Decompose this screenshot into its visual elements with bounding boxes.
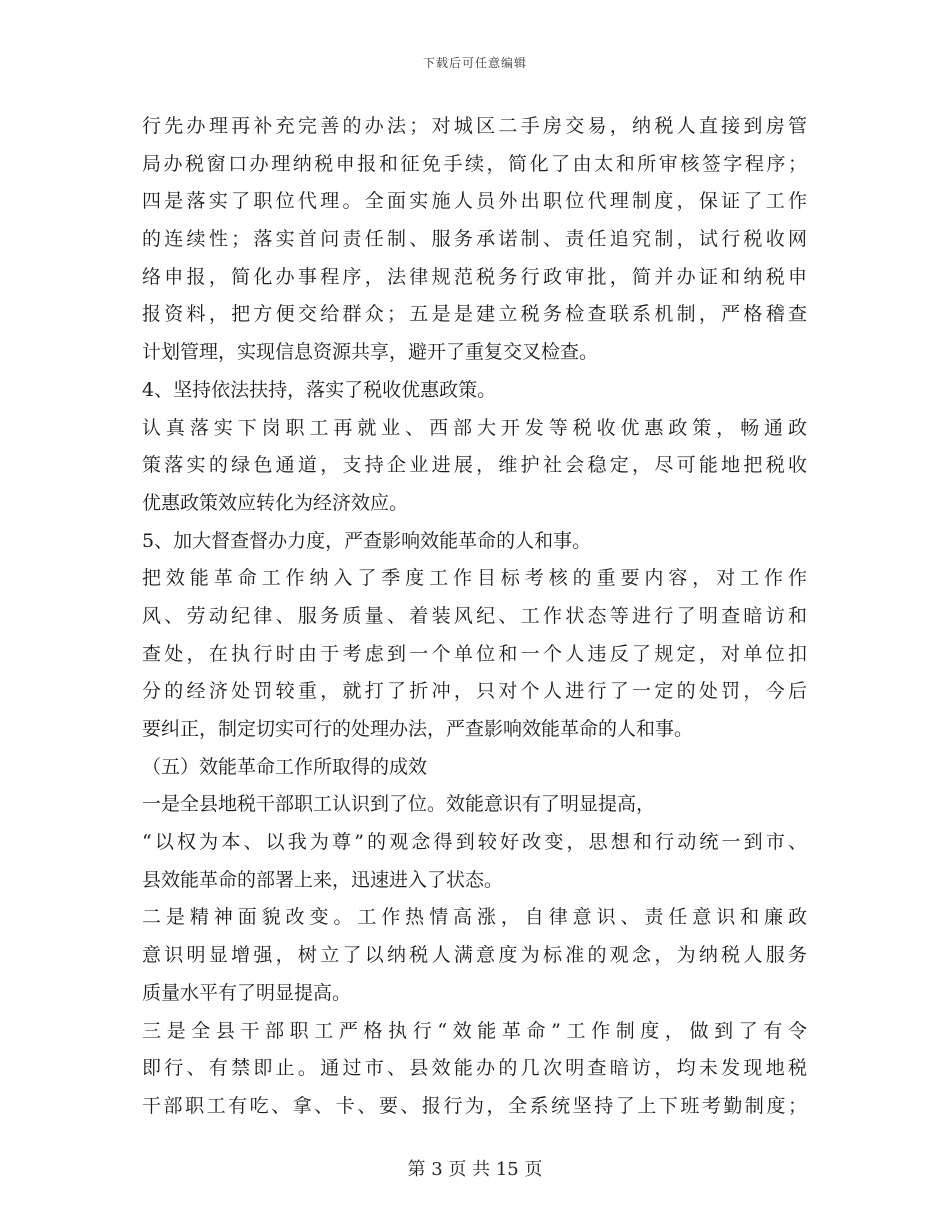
text-line: 四是落实了职位代理。全面实施人员外出职位代理制度，保证了工作 — [142, 190, 807, 213]
text-line: 风、劳动纪律、服务质量、着装风纪、工作状态等进行了明查暗访和 — [142, 604, 807, 627]
page-number-footer: 第 3 页 共 15 页 — [407, 1159, 543, 1180]
page-header-note: 下载后可任意编辑 — [422, 56, 527, 70]
text-line: 县效能革命的部署上来，迅速进入了状态。 — [142, 868, 504, 891]
section-heading: 5、加大督查督办力度，严查影响效能革命的人和事。 — [142, 529, 592, 552]
text-line: 优惠政策效应转化为经济效应。 — [142, 491, 409, 514]
section-heading: 4、坚持依法扶持，落实了税收优惠政策。 — [142, 378, 497, 401]
text-line: 局办税窗口办理纳税申报和征免手续，简化了由太和所审核签字程序； — [142, 152, 807, 175]
text-line: 即行、有禁即止。通过市、县效能办的几次明查暗访，均未发现地税 — [142, 1057, 807, 1080]
section-heading: （五）效能革命工作所取得的成效 — [142, 755, 428, 778]
text-line: 查处，在执行时由于考虑到一个单位和一个人违反了规定，对单位扣 — [142, 642, 807, 665]
text-line: 干部职工有吃、拿、卡、要、报行为，全系统坚持了上下班考勤制度； — [142, 1094, 807, 1117]
text-line: 意识明显增强，树立了以纳税人满意度为标准的观念，为纳税人服务 — [142, 944, 807, 967]
text-line: 要纠正，制定切实可行的处理办法，严查影响效能革命的人和事。 — [142, 718, 694, 740]
document-body — [142, 108, 807, 1126]
text-line: 行先办理再补充完善的办法；对城区二手房交易，纳税人直接到房管 — [142, 115, 807, 137]
text-line: “以权为本、以我为尊”的观念得到较好改变，思想和行动统一到市、 — [142, 831, 807, 854]
text-line: 一是全县地税干部职工认识到了位。效能意识有了明显提高， — [142, 793, 656, 816]
text-line: 把效能革命工作纳入了季度工作目标考核的重要内容，对工作作 — [142, 567, 807, 590]
text-line: 分的经济处罚较重，就打了折冲，只对个人进行了一定的处罚，今后 — [142, 680, 807, 703]
text-line: 报资料，把方便交给群众；五是是建立税务检查联系机制，严格稽查 — [142, 303, 807, 326]
text-line: 络申报，简化办事程序，法律规范税务行政审批，简并办证和纳税申 — [142, 265, 807, 288]
text-line: 策落实的绿色通道，支持企业进展，维护社会稳定，尽可能地把税收 — [142, 454, 807, 477]
text-line: 的连续性；落实首问责任制、服务承诺制、责任追究制，试行税收网 — [142, 228, 807, 251]
text-line: 二是精神面貌改变。工作热情高涨，自律意识、责任意识和廉政 — [142, 906, 807, 929]
text-line: 认真落实下岗职工再就业、西部大开发等税收优惠政策，畅通政 — [142, 416, 807, 439]
text-line: 三是全县干部职工严格执行“效能革命”工作制度，做到了有令 — [142, 1019, 807, 1042]
text-line: 计划管理，实现信息资源共享，避开了重复交叉检查。 — [142, 341, 599, 364]
text-line: 质量水平有了明显提高。 — [142, 981, 352, 1004]
